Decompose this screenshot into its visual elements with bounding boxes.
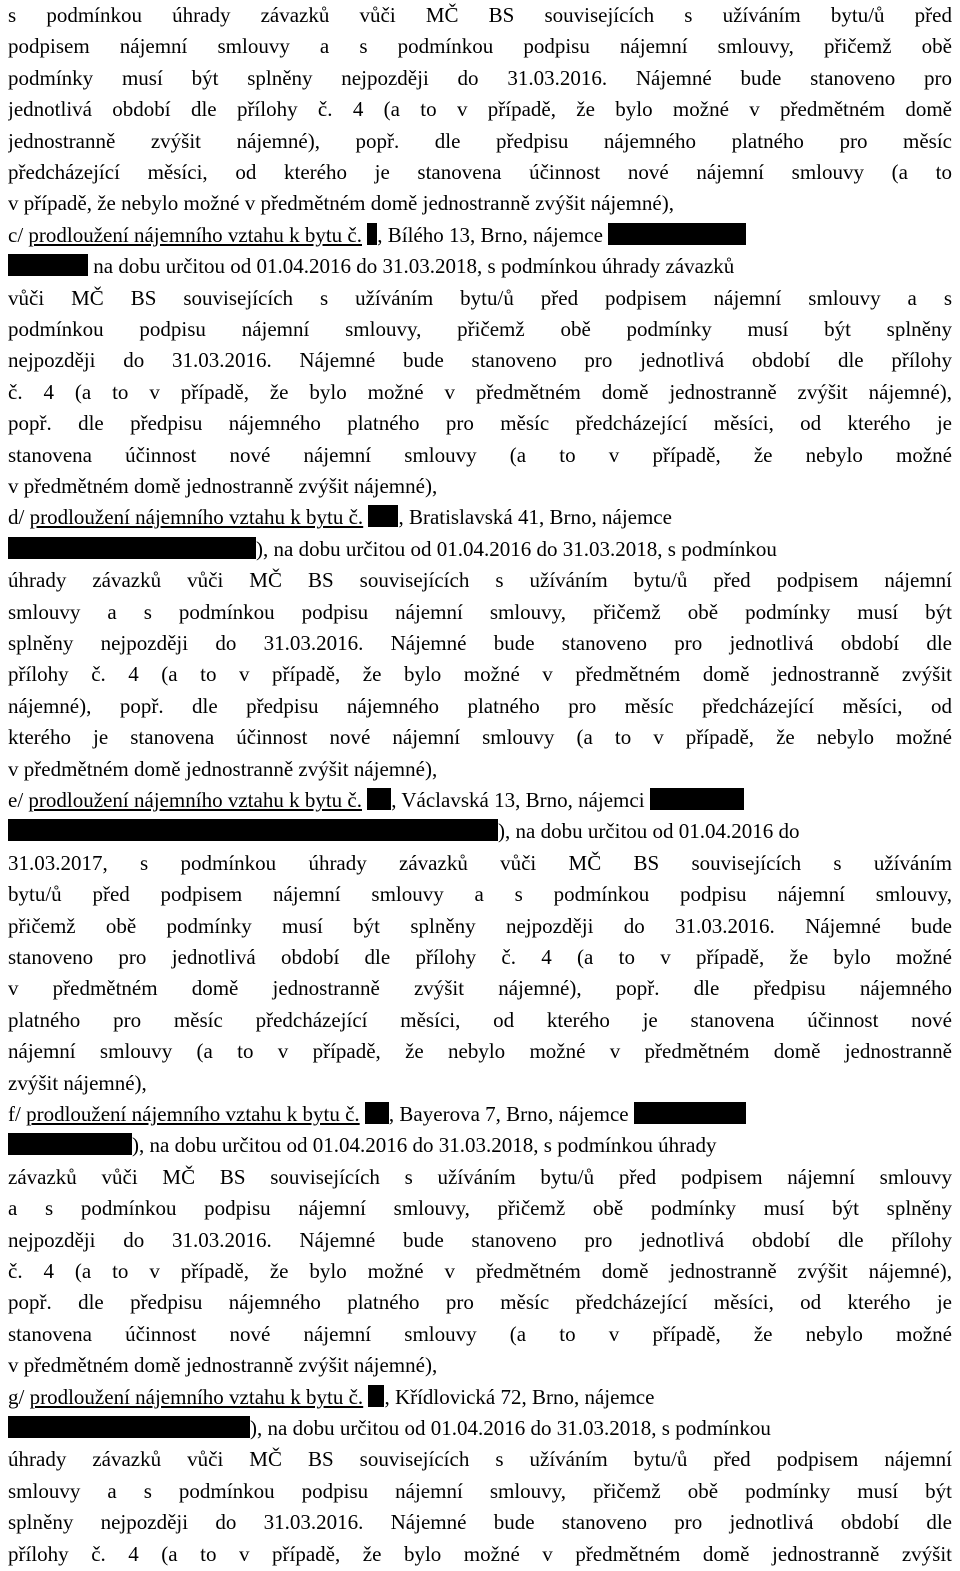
text-fragment: ), na dobu určitou od 01.04.2016 do 31.03.2018, s podmínkou bbox=[250, 1416, 771, 1440]
text-line: v předmětném domě jednostranně zvýšit nájemné), popř. dle předpisu nájemného bbox=[8, 976, 952, 1001]
item-address: , Bratislavská 41, Brno, nájemce bbox=[398, 505, 672, 530]
text-line: v předmětném domě jednostranně zvýšit nájemné), bbox=[8, 1353, 438, 1378]
item-g-heading bbox=[8, 1382, 952, 1413]
redaction-block bbox=[368, 1385, 384, 1407]
redaction-block bbox=[8, 254, 88, 276]
text-line: podpisem nájemní smlouvy a s podmínkou podpisu nájemní smlouvy, přičemž obě bbox=[8, 34, 952, 59]
text-line: v předmětném domě jednostranně zvýšit nájemné), bbox=[8, 474, 438, 498]
text-line: přičemž obě podmínky musí být splněny nejpozději do 31.03.2016. Nájemné bude bbox=[8, 913, 952, 938]
item-address: , Václavská 13, Brno, nájemci bbox=[391, 788, 650, 812]
text-line: stanovena účinnost nové nájemní smlouvy (a to v případě, že nebylo možné bbox=[8, 1321, 952, 1346]
text-line: splněny nejpozději do 31.03.2016. Nájemné bude stanoveno pro jednotlivá období dle bbox=[8, 1510, 952, 1535]
text-line: přílohy č. 4 (a to v případě, že bylo možné v předmětném domě jednostranně zvýšit bbox=[8, 662, 952, 687]
text-line: nájemní smlouvy (a to v případě, že nebylo možné v předmětném domě jednostranně bbox=[8, 1039, 952, 1064]
item-letter: f/ bbox=[8, 1102, 27, 1126]
item-title: prodloužení nájemního vztahu k bytu č. bbox=[28, 788, 362, 812]
text-line: nejpozději do 31.03.2016. Nájemné bude stanoveno pro jednotlivá období dle přílohy bbox=[8, 348, 952, 373]
redaction-block bbox=[367, 788, 391, 810]
text-line: splněny nejpozději do 31.03.2016. Nájemné bude stanoveno pro jednotlivá období dle bbox=[8, 631, 952, 655]
text-line: č. 4 (a to v případě, že bylo možné v předmětném domě jednostranně zvýšit nájemné), bbox=[8, 379, 952, 404]
text-line: úhrady závazků vůči MČ BS souvisejících s užíváním bytu/ů před podpisem nájemní bbox=[8, 1447, 952, 1472]
text-line: 31.03.2017, s podmínkou úhrady závazků vůči MČ BS souvisejících s užíváním bbox=[8, 850, 952, 875]
item-d-heading bbox=[8, 502, 952, 533]
text-line: podmínkou podpisu nájemní smlouvy, přičemž obě podmínky musí být splněny bbox=[8, 317, 952, 341]
text-line: v případě, že nebylo možné v předmětném domě jednostranně zvýšit nájemné), bbox=[8, 191, 674, 216]
text-line: č. 4 (a to v případě, že bylo možné v předmětném domě jednostranně zvýšit nájemné), bbox=[8, 1259, 952, 1283]
text-line: smlouvy a s podmínkou podpisu nájemní smlouvy, přičemž obě podmínky musí být bbox=[8, 1478, 952, 1503]
text-line bbox=[8, 816, 952, 847]
item-title: prodloužení nájemního vztahu k bytu č. bbox=[26, 1102, 360, 1126]
item-address: , Bílého 13, Brno, nájemce bbox=[377, 222, 609, 247]
redaction-block bbox=[368, 505, 398, 527]
text-line: podmínky musí být splněny nejpozději do 31.03.2016. Nájemné bude stanoveno pro bbox=[8, 65, 952, 90]
item-letter: d/ bbox=[8, 505, 30, 530]
text-fragment: ), na dobu určitou od 01.04.2016 do 31.03.2018, s podmínkou bbox=[256, 536, 777, 561]
text-line: stanoveno pro jednotlivá období dle přílohy č. 4 (a to v případě, že bylo možné bbox=[8, 945, 952, 969]
text-line: popř. dle předpisu nájemného platného pro měsíc předcházející měsíci, od kterého je bbox=[8, 1290, 952, 1315]
text-line: platného pro měsíc předcházející měsíci, od kterého je stanovena účinnost nové bbox=[8, 1007, 952, 1032]
redaction-block bbox=[365, 1102, 389, 1124]
text-line: úhrady závazků vůči MČ BS souvisejících s užíváním bytu/ů před podpisem nájemní bbox=[8, 568, 952, 593]
redaction-block bbox=[8, 1416, 250, 1438]
redaction-block bbox=[634, 1102, 746, 1124]
text-line bbox=[8, 1130, 952, 1161]
item-address: , Bayerova 7, Brno, nájemce bbox=[388, 1102, 634, 1126]
text-line: předcházející měsíci, od kterého je stanovena účinnost nové nájemní smlouvy (a to bbox=[8, 160, 952, 184]
text-line: s podmínkou úhrady závazků vůči MČ BS souvisejících s užíváním bytu/ů před bbox=[8, 3, 952, 27]
text-line: stanovena účinnost nové nájemní smlouvy (a to v případě, že nebylo možné bbox=[8, 442, 952, 467]
text-fragment: ), na dobu určitou od 01.04.2016 do bbox=[498, 819, 800, 844]
text-line: přílohy č. 4 (a to v případě, že bylo možné v předmětném domě jednostranně zvýšit bbox=[8, 1541, 952, 1566]
text-line: bytu/ů před podpisem nájemní smlouvy a s podmínkou podpisu nájemní smlouvy, bbox=[8, 882, 952, 907]
text-line bbox=[8, 1413, 952, 1444]
text-line: vůči MČ BS souvisejících s užíváním bytu/ů před podpisem nájemní smlouvy a s bbox=[8, 285, 952, 310]
redaction-block bbox=[8, 1133, 132, 1155]
item-title: prodloužení nájemního vztahu k bytu č. bbox=[29, 505, 364, 530]
text-line: nájemné), popř. dle předpisu nájemného platného pro měsíc předcházející měsíci, od bbox=[8, 693, 952, 718]
text-line: popř. dle předpisu nájemného platného pro měsíc předcházející měsíci, od kterého je bbox=[8, 411, 952, 436]
text-line: jednotlivá období dle přílohy č. 4 (a to v případě, že bylo možné v předmětném domě bbox=[8, 97, 952, 122]
redaction-block bbox=[650, 788, 744, 810]
item-f-heading bbox=[8, 1099, 952, 1130]
text-line bbox=[8, 534, 952, 565]
redaction-block bbox=[8, 537, 256, 559]
text-line: závazků vůči MČ BS souvisejících s užíváním bytu/ů před podpisem nájemní smlouvy bbox=[8, 1164, 952, 1189]
redaction-block bbox=[367, 223, 377, 245]
text-fragment: na dobu určitou od 01.04.2016 do 31.03.2018, s podmínkou úhrady závazků bbox=[88, 254, 735, 279]
text-line: a s podmínkou podpisu nájemní smlouvy, přičemž obě podmínky musí být splněny bbox=[8, 1196, 952, 1221]
item-letter: e/ bbox=[8, 788, 29, 812]
item-e-heading bbox=[8, 785, 952, 816]
item-title: prodloužení nájemního vztahu k bytu č. bbox=[29, 1384, 364, 1409]
text-line: v předmětném domě jednostranně zvýšit nájemné), bbox=[8, 756, 438, 781]
text-line: jednostranně zvýšit nájemné), popř. dle předpisu nájemného platného pro měsíc bbox=[8, 128, 952, 153]
text-line bbox=[8, 251, 952, 282]
text-line: nejpozději do 31.03.2016. Nájemné bude stanoveno pro jednotlivá období dle přílohy bbox=[8, 1227, 952, 1252]
redaction-block bbox=[8, 819, 498, 841]
item-address: , Křídlovická 72, Brno, nájemce bbox=[384, 1384, 655, 1409]
text-line: smlouvy a s podmínkou podpisu nájemní smlouvy, přičemž obě podmínky musí být bbox=[8, 599, 952, 624]
item-letter: c/ bbox=[8, 222, 29, 247]
item-c-heading bbox=[8, 220, 952, 251]
text-fragment: ), na dobu určitou od 01.04.2016 do 31.03.2018, s podmínkou úhrady bbox=[132, 1133, 717, 1158]
text-line: kterého je stanovena účinnost nové nájemní smlouvy (a to v případě, že nebylo možné bbox=[8, 725, 952, 750]
item-letter: g/ bbox=[8, 1384, 30, 1409]
text-line: zvýšit nájemné), bbox=[8, 1070, 147, 1095]
item-title: prodloužení nájemního vztahu k bytu č. bbox=[28, 222, 362, 247]
redaction-block bbox=[608, 223, 746, 245]
